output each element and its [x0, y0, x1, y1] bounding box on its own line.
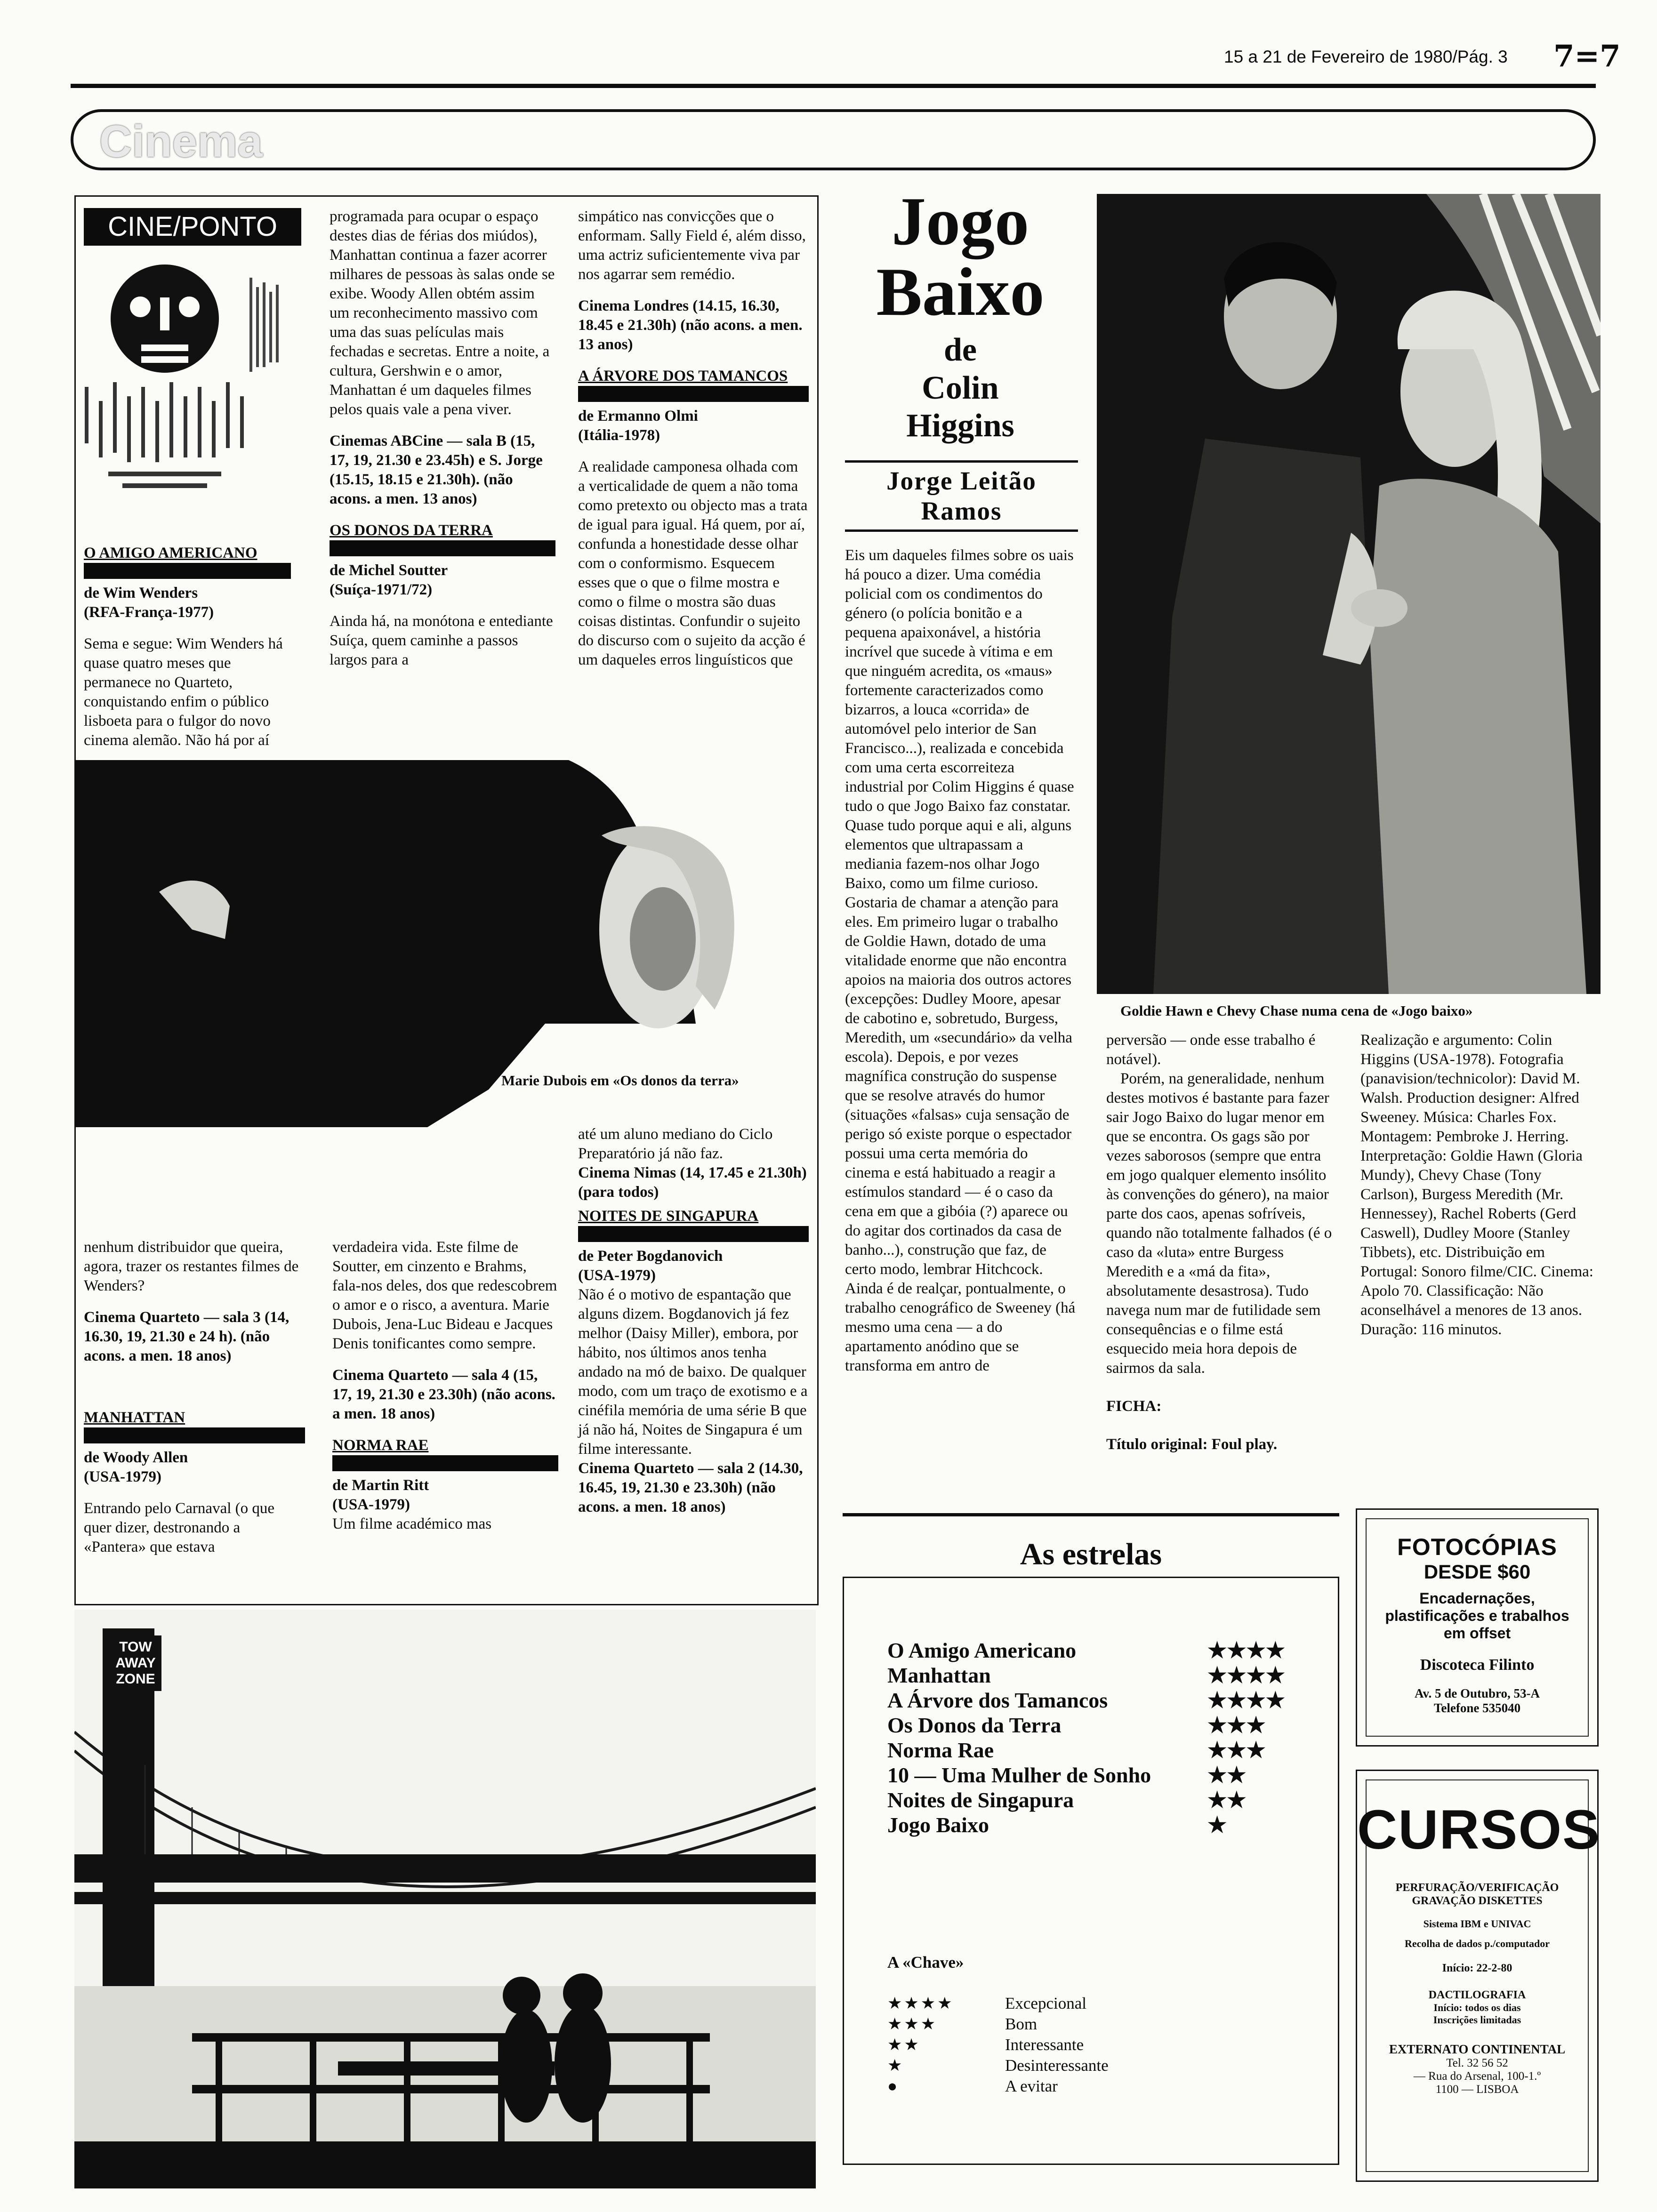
- rating-film: Jogo Baixo: [887, 1813, 989, 1837]
- issue-line: 15 a 21 de Fevereiro de 1980/Pág. 3: [1224, 47, 1508, 66]
- review-origin: (USA-1979): [84, 1468, 161, 1485]
- ad-line: Encadernações, plastificações e trabalhos em offset: [1385, 1590, 1569, 1642]
- review-sessions: Cinema Quarteto — sala 2 (14.30, 16.45, 19, 21.30 e 23.30h) (não acons. a men. 18 anos): [578, 1460, 803, 1515]
- ad-line: Inscrições limitadas: [1433, 2014, 1521, 2026]
- review-credit: de Ermanno Olmi: [578, 408, 698, 425]
- key-symbol: ●: [887, 2077, 900, 2095]
- title-bar: [84, 1427, 305, 1443]
- review-origin: (USA-1979): [578, 1267, 656, 1284]
- ficha-label: FICHA:: [1106, 1398, 1162, 1415]
- rating-row: [887, 1688, 1302, 1713]
- title-bar: [84, 563, 291, 579]
- key-label: Excepcional: [1005, 1994, 1086, 2012]
- title-bar: [578, 386, 809, 402]
- ad-fotocopias: [1356, 1508, 1599, 1747]
- headline-word: de: [944, 332, 977, 368]
- review-credit: de Peter Bogdanovich: [578, 1248, 723, 1265]
- ad-line: FOTOCÓPIAS: [1397, 1534, 1557, 1560]
- ad-line: EXTERNATO CONTINENTAL: [1389, 2042, 1566, 2056]
- rating-row: [887, 1638, 1302, 1663]
- review-title: OS DONOS DA TERRA: [330, 522, 493, 539]
- rating-film: Manhattan: [887, 1663, 991, 1687]
- title-bar: [332, 1455, 558, 1471]
- review-text: A realidade camponesa olhada com a verticalidade de quem a não toma como pretexto ou objecto mas a trata de igual para igual. Há quem, por aí, confunda a honestidade desse olhar com o conformismo. Esquecem esses que o que o filme mostra e como o filme o mostra são duas coisas distintas. Confundir o sujeito do discurso com o sujeito da acção é um daqueles erros linguísticos que: [578, 458, 808, 668]
- review-title: MANHATTAN: [84, 1409, 185, 1426]
- key-row: [887, 2055, 1264, 2076]
- ficha-original-title: Título original: Foul play.: [1106, 1436, 1278, 1453]
- masthead-rule: [71, 84, 1596, 88]
- ad-title: CURSOS: [1357, 1799, 1601, 1861]
- cineponto-badge: CINE/PONTO: [84, 208, 301, 246]
- title-bar: [578, 1226, 809, 1242]
- photo-caption-marie-dubois: Marie Dubois em «Os donos da terra»: [501, 1072, 739, 1089]
- tow-away-sign: TOW AWAY ZONE: [110, 1635, 161, 1691]
- ad-cursos: [1356, 1770, 1599, 2182]
- review-text: Entrando pelo Carnaval (o que quer dizer, destronando a «Pantera» que estava: [84, 1500, 275, 1555]
- rating-stars: ★★★: [1207, 1738, 1266, 1762]
- feature-paragraph: perversão — onde esse trabalho é notável).: [1106, 1032, 1316, 1068]
- review-credit: de Martin Ritt: [332, 1477, 429, 1494]
- ad-line: Telefone 535040: [1433, 1701, 1521, 1715]
- review-sessions: Cinema Londres (14.15, 16.30, 18.45 e 21.30h) (não acons. a men. 13 anos): [578, 297, 803, 353]
- cineponto-face-icon: [80, 260, 249, 523]
- key-symbol: ★★★★: [887, 1994, 954, 2012]
- ad-line: — Rua do Arsenal, 100-1.º: [1413, 2070, 1541, 2083]
- cineponto-col-2: [330, 207, 555, 682]
- review-credit: de Michel Soutter: [330, 562, 448, 579]
- key-label: A evitar: [1005, 2077, 1058, 2095]
- review-credit: de Wim Wenders: [84, 585, 198, 601]
- key-symbol: ★★: [887, 2036, 921, 2054]
- estrelas-title: As estrelas: [1020, 1537, 1162, 1571]
- review-title: NORMA RAE: [332, 1437, 429, 1454]
- cineponto-col-3: [578, 207, 809, 682]
- review-text: Não é o motivo de espantação que alguns dizem. Bogdanovich já fez melhor (Daisy Miller), embora, por hábito, nos últimos anos tenha andado na mó de baixo. De qualquer modo, com um traço de exotismo e a cinéfila memória de uma série B que já não há, Noites de Singapura é um filme interessante.: [578, 1286, 808, 1458]
- key-symbol: ★★★: [887, 2015, 938, 2033]
- byline-rule-top: [845, 460, 1078, 463]
- cineponto-col-1-lower: [84, 1238, 305, 1569]
- feature-paragraph: Porém, na generalidade, nenhum destes motivos é bastante para fazer sair Jogo Baixo do lugar menor em que se encontra. Os gags são por vezes saborosos (sempre que entra em jogo qualquer elemento insólito às convenções do género), na maior parte dos caos, apenas sofríveis, quando não totalmente falhados (é o caso da «luta» entre Burgess Meredith e a «má da fita», absolutamente desastrosa). Tudo navega num mar de futilidade sem consequências e o filme está esquecido meia hora depois de sairmos da sala.: [1106, 1070, 1332, 1377]
- ad-line: DESDE $60: [1424, 1561, 1531, 1583]
- rating-film: Norma Rae: [887, 1738, 994, 1762]
- review-text-cont: simpático nas convicções que o enformam. Sally Field é, além disso, uma actriz suficientemente viva par nos agarrar sem remédio.: [578, 208, 806, 283]
- headline-word: Colin: [922, 370, 999, 406]
- cineponto-col-1: [84, 544, 291, 762]
- key-label: Desinteressante: [1005, 2056, 1109, 2075]
- review-credit: de Woody Allen: [84, 1449, 188, 1466]
- ad-line: Recolha de dados p./computador: [1404, 1938, 1550, 1949]
- cineponto-col-3-mid: [578, 1125, 809, 1529]
- estrelas-list: [887, 1638, 1302, 1837]
- photo-manhattan-bridge: [74, 1610, 816, 2188]
- estrelas-rule: [843, 1513, 1339, 1516]
- ad-line: Tel. 32 56 52: [1446, 2057, 1508, 2069]
- rating-row: [887, 1713, 1302, 1738]
- photo-goldie-hawn-chevy-chase: [1097, 194, 1601, 994]
- ad-line: DACTILOGRAFIA: [1428, 1989, 1526, 2001]
- rating-row: [887, 1763, 1302, 1787]
- review-text: Sema e segue: Wim Wenders há quase quatro meses que permanece no Quarteto, conquistando enfim o público lisboeta para o fulgor do novo cinema alemão. Não há por aí: [84, 635, 283, 749]
- rating-stars: ★: [1207, 1813, 1227, 1837]
- rating-stars: ★★★: [1207, 1713, 1266, 1737]
- key-row: [887, 2014, 1264, 2035]
- review-origin: (Itália-1978): [578, 427, 660, 444]
- rating-row: [887, 1787, 1302, 1812]
- feature-headline: [843, 183, 1078, 445]
- byline-rule-bottom: [845, 529, 1078, 532]
- ad-line: Início: 22-2-80: [1442, 1962, 1512, 1974]
- section-title: Cinema: [99, 116, 263, 167]
- key-label: Bom: [1005, 2015, 1038, 2033]
- photo-caption-jogo-baixo: Goldie Hawn e Chevy Chase numa cena de «Jogo baixo»: [1120, 1002, 1473, 1019]
- key-row: [887, 1993, 1264, 2014]
- rating-row: [887, 1738, 1302, 1763]
- ad-line: 1100 — LISBOA: [1435, 2083, 1519, 2096]
- publication-logo: 7=7: [1553, 39, 1621, 74]
- review-text: Um filme académico mas: [332, 1515, 492, 1532]
- review-title: NOITES DE SINGAPURA: [578, 1208, 759, 1225]
- feature-credits-col: [1360, 1031, 1596, 1352]
- review-text-cont: verdadeira vida. Este filme de Soutter, em cinzento e Brahms, fala-nos deles, dos que redescobrem o amor e o risco, a aventura. Marie Dubois, Jena-Luc Bideau e Jacques Denis tonificantes como sempre.: [332, 1239, 557, 1352]
- rating-film: A Árvore dos Tamancos: [887, 1688, 1108, 1712]
- headline-word: Higgins: [906, 408, 1014, 444]
- ad-line: Discoteca Filinto: [1420, 1656, 1535, 1674]
- feature-paragraph: Eis um daqueles filmes sobre os uais há pouco a dizer. Uma comédia policial com os condimentos do género (o polícia bonitão e a pequena apaixonável, a história incrível que sucede à vítima e em que ninguém acredita, os «maus» fortemente caracterizados como bizarros, a louca «corrida» de automóvel pelo interior de San Francisco...), realizada e concebida com uma certa escorreiteza industrial por Colim Higgins é quase tudo o que Jogo Baixo faz constatar. Quase tudo porque aqui e ali, alguns elementos que ultrapassam a mediania fazem-nos olhar Jogo Baixo, como um filme curioso. Gostaria de chamar a atenção para eles. Em primeiro lugar o trabalho de Goldie Hawn, dotado de uma vitalidade enorme que não encontra apoios na maioria dos outros actores (excepções: Dudley Moore, apesar de cabotino e, sobretudo, Burgess, Meredith, um «secundário» da velha escola). Depois, e por vezes magnífica construção do suspense que se resolve através do humor (situações «falsas» cuja sensação de perigo só existe porque o espectador possui uma certa memória do cinema e está habituado a reagir a estímulos standard — é o caso da cena em que a gibóia (?) aparece ou do agitar dos cortinados da casa de banho...), construção que faz, de certo modo, lembrar Hitchcock. Ainda é de realçar, pontualmente, o trabalho cenográfico de Sweeney (há mesmo uma cena — a do apartamento anódino que se transforma em antro de: [845, 547, 1076, 1374]
- rating-row: [887, 1812, 1302, 1837]
- review-title: O AMIGO AMERICANO: [84, 545, 257, 561]
- review-origin: (Suíça-1971/72): [330, 581, 433, 598]
- rating-film: Os Donos da Terra: [887, 1713, 1062, 1737]
- review-sessions: Cinema Quarteto — sala 4 (15, 17, 19, 21.30 e 23.30h) (não acons. a men. 18 anos): [332, 1367, 555, 1422]
- rating-stars: ★★: [1207, 1788, 1247, 1812]
- review-origin: (USA-1979): [332, 1496, 410, 1513]
- review-sessions: Cinema Nimas (14, 17.45 e 21.30h) (para todos): [578, 1164, 807, 1201]
- review-sessions: Cinemas ABCine — sala B (15, 17, 19, 21.30 e 23.45h) e S. Jorge (15.15, 18.15 e 21.30h). (não acons. a men. 13 anos): [330, 433, 543, 507]
- cineponto-col-2-lower: [332, 1238, 558, 1546]
- rating-stars: ★★★★: [1207, 1663, 1285, 1687]
- headline-word: Jogo: [892, 183, 1029, 259]
- cineponto-dot-pattern: [249, 278, 287, 372]
- ad-line: Início: todos os dias: [1433, 2002, 1521, 2013]
- key-title: A «Chave»: [887, 1953, 964, 1972]
- headline-word: Baixo: [876, 254, 1045, 330]
- feature-credits: Realização e argumento: Colin Higgins (USA-1978). Fotografia (panavision/technicolor): David M. Walsh. Production designer: Alfred Sweeney. Música: Charles Fox. Montagem: Pembroke J. Herring. Interpretação: Goldie Hawn (Gloria Mundy), Chevy Chase (Tony Carlson), Burgess Meredith (Mr. Hennessey), Rachel Roberts (Gerd Caswell), Dudley Moore (Stanley Tibbets), etc. Distribuição em Portugal: Sonoro filme/CIC. Cinema: Apolo 70. Classificação: Não aconselhável a menores de 13 anos. Duração: 116 minutos.: [1360, 1032, 1593, 1338]
- key-row: [887, 2035, 1264, 2055]
- ad-line: Sistema IBM e UNIVAC: [1423, 1918, 1531, 1930]
- key-row: [887, 2076, 1264, 2097]
- title-bar: [330, 540, 555, 556]
- feature-byline: Jorge Leitão Ramos: [886, 466, 1037, 525]
- review-text-cont: até um aluno mediano do Ciclo Preparatório já não faz.: [578, 1126, 773, 1162]
- rating-stars: ★★★★: [1207, 1688, 1285, 1712]
- rating-film: Noites de Singapura: [887, 1788, 1074, 1812]
- key-symbol: ★: [887, 2056, 904, 2075]
- rating-film: O Amigo Americano: [887, 1638, 1077, 1662]
- review-sessions: Cinema Quarteto — sala 3 (14, 16.30, 19, 21.30 e 24 h). (não acons. a men. 18 anos): [84, 1309, 290, 1364]
- rating-stars: ★★★★: [1207, 1638, 1285, 1662]
- rating-row: [887, 1663, 1302, 1688]
- review-text-cont: nenhum distribuidor que queira, agora, trazer os restantes filmes de Wenders?: [84, 1239, 299, 1294]
- feature-body-col-2: [1106, 1031, 1332, 1467]
- review-text: Ainda há, na monótona e entediante Suíça, quem caminhe a passos largos para a: [330, 613, 553, 668]
- key-label: Interessante: [1005, 2036, 1084, 2054]
- section-banner: [71, 109, 1596, 170]
- review-title: A ÁRVORE DOS TAMANCOS: [578, 368, 788, 385]
- review-text-cont: programada para ocupar o espaço destes dias de férias dos miúdos), Manhattan continua a fazer acorrer milhares de pessoas às salas onde se exibe. Woody Allen obtém assim um reconhecimento massivo com uma das suas películas mais fechadas e secretas. Entre a noite, a cultura, Gershwin e o amor, Manhattan é um daqueles filmes pelos quais vale a pena viver.: [330, 208, 555, 418]
- rating-film: 10 — Uma Mulher de Sonho: [887, 1763, 1151, 1787]
- ad-line: Av. 5 de Outubro, 53-A: [1414, 1686, 1540, 1700]
- review-origin: (RFA-França-1977): [84, 604, 214, 621]
- rating-stars: ★★: [1207, 1763, 1247, 1787]
- ad-line: PERFURAÇÃO/VERIFICAÇÃO GRAVAÇÃO DISKETTES: [1395, 1882, 1559, 1907]
- key-list: [887, 1993, 1264, 2097]
- feature-body-col-1: [845, 546, 1076, 1388]
